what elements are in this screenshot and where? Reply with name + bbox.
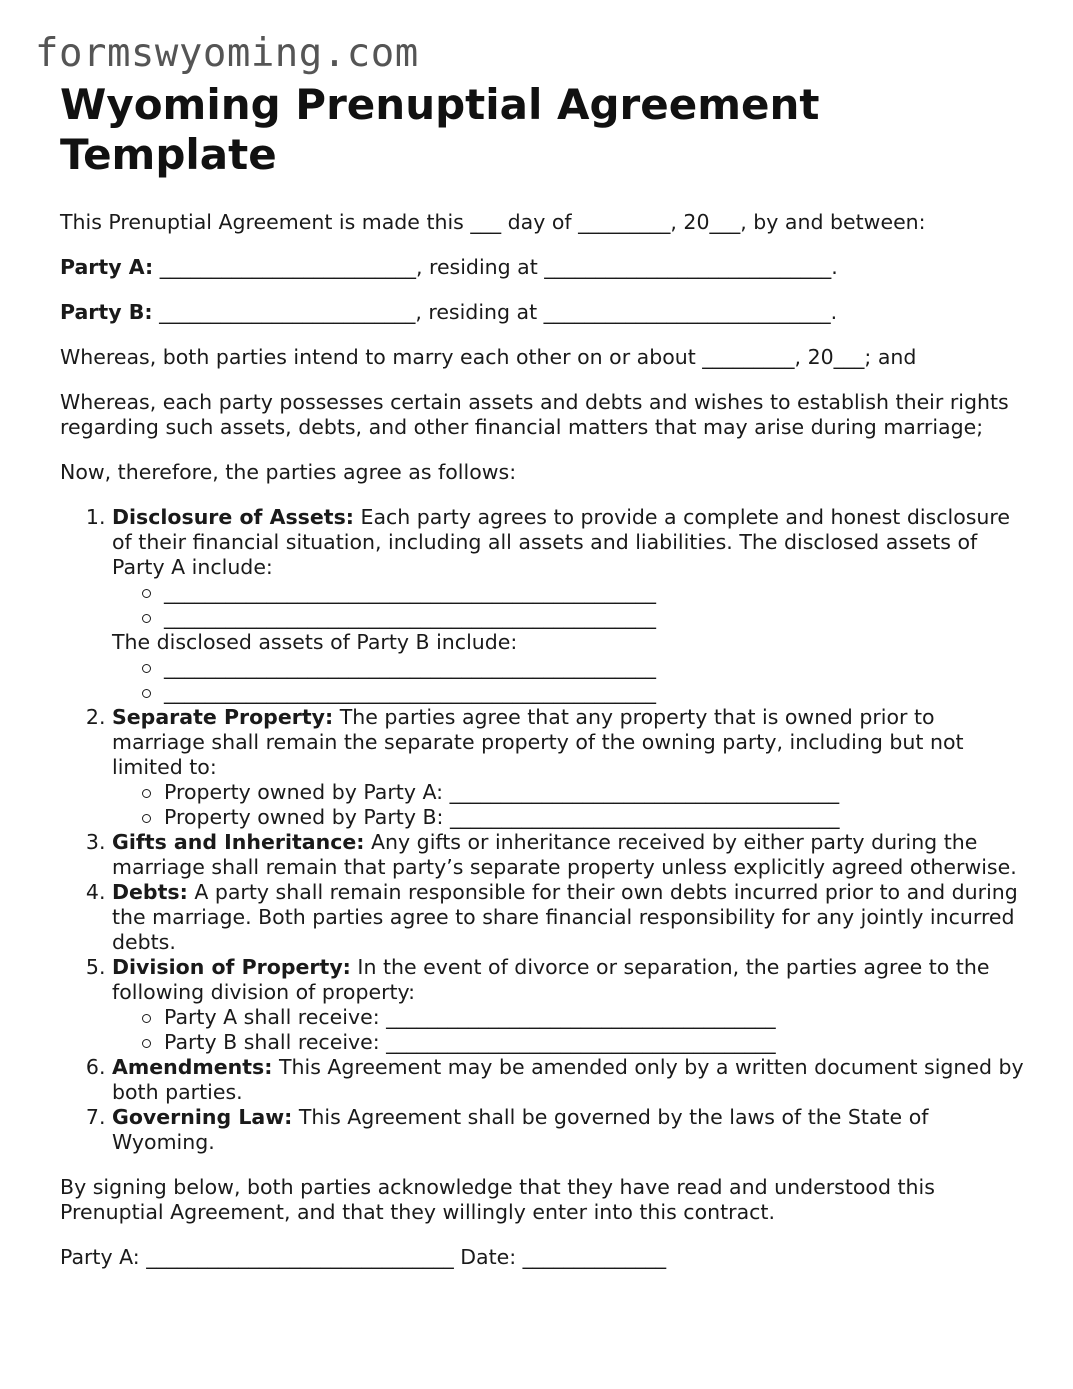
clause-gifts	[112, 830, 1030, 880]
clause-heading: Governing Law:	[112, 1105, 293, 1129]
clause-text: Any gifts or inheritance received by either party during the marriage shall remain that party’s separate property unless explicitly agreed otherwise.	[112, 830, 1017, 879]
list-item: ________________________________________________	[164, 580, 1030, 605]
clause-heading: Division of Property:	[112, 955, 351, 979]
party-a-label: Party A:	[60, 255, 154, 279]
closing-paragraph: By signing below, both parties acknowledge that they have read and understood this Prenuptial Agreement, and that they willingly enter into this contract.	[60, 1175, 935, 1224]
document-body	[60, 80, 1030, 1290]
party-b-assets-list	[112, 655, 1030, 705]
clause-text: A party shall remain responsible for their own debts incurred prior to and during the marriage. Both parties agree to share financial responsibility for any jointly incurred debts.	[112, 880, 1018, 954]
intro-paragraph: This Prenuptial Agreement is made this ___ day of _________, 20___, by and between:	[60, 210, 926, 234]
whereas-marriage: Whereas, both parties intend to marry each other on or about _________, 20___; and	[60, 345, 917, 369]
party-b-line	[60, 300, 1030, 325]
party-b-label: Party B:	[60, 300, 153, 324]
party-b-assets-intro: The disclosed assets of Party B include:	[112, 630, 518, 654]
clause-amendments	[112, 1055, 1030, 1105]
clause-text: In the event of divorce or separation, the parties agree to the following division of property:	[112, 955, 990, 1004]
separate-property-list	[112, 780, 1030, 830]
list-item: Property owned by Party A: ______________________________________	[164, 780, 1030, 805]
clause-heading: Separate Property:	[112, 705, 334, 729]
division-list	[112, 1005, 1030, 1055]
clause-heading: Disclosure of Assets:	[112, 505, 354, 529]
now-therefore: Now, therefore, the parties agree as follows:	[60, 460, 517, 484]
clause-heading: Gifts and Inheritance:	[112, 830, 365, 854]
clause-separate-property	[112, 705, 1030, 830]
list-item: ________________________________________________	[164, 680, 1030, 705]
clause-heading: Amendments:	[112, 1055, 273, 1079]
clause-list	[60, 505, 1030, 1155]
clause-debts	[112, 880, 1030, 955]
list-item: ________________________________________________	[164, 605, 1030, 630]
clause-text: This Agreement may be amended only by a written document signed by both parties.	[112, 1055, 1024, 1104]
list-item: Party A shall receive: ______________________________________	[164, 1005, 1030, 1030]
list-item: ________________________________________________	[164, 655, 1030, 680]
clause-heading: Debts:	[112, 880, 188, 904]
clause-text: Each party agrees to provide a complete and honest disclosure of their financial situation, including all assets and liabilities. The disclosed assets of Party A include:	[112, 505, 1011, 579]
document-title: Wyoming Prenuptial Agreement Template	[60, 80, 820, 179]
party-a-fields: _________________________, residing at ____________________________.	[153, 255, 838, 279]
clause-governing-law	[112, 1105, 1030, 1155]
list-item: Party B shall receive: ______________________________________	[164, 1030, 1030, 1055]
list-item: Property owned by Party B: ______________________________________	[164, 805, 1030, 830]
clause-text: This Agreement shall be governed by the laws of the State of Wyoming.	[112, 1105, 929, 1154]
clause-text: The parties agree that any property that is owned prior to marriage shall remain the separate property of the owning party, including but not limited to:	[112, 705, 964, 779]
site-watermark: formswyoming.com	[35, 31, 419, 76]
clause-division	[112, 955, 1030, 1055]
clause-disclosure	[112, 505, 1030, 705]
signature-line: Party A: ______________________________ Date: ______________	[60, 1245, 667, 1269]
whereas-assets: Whereas, each party possesses certain assets and debts and wishes to establish their rights regarding such assets, debts, and other financial matters that may arise during marriage;	[60, 390, 1009, 439]
party-a-assets-list	[112, 580, 1030, 630]
party-a-line	[60, 255, 1030, 280]
party-b-fields: _________________________, residing at ____________________________.	[152, 300, 838, 324]
